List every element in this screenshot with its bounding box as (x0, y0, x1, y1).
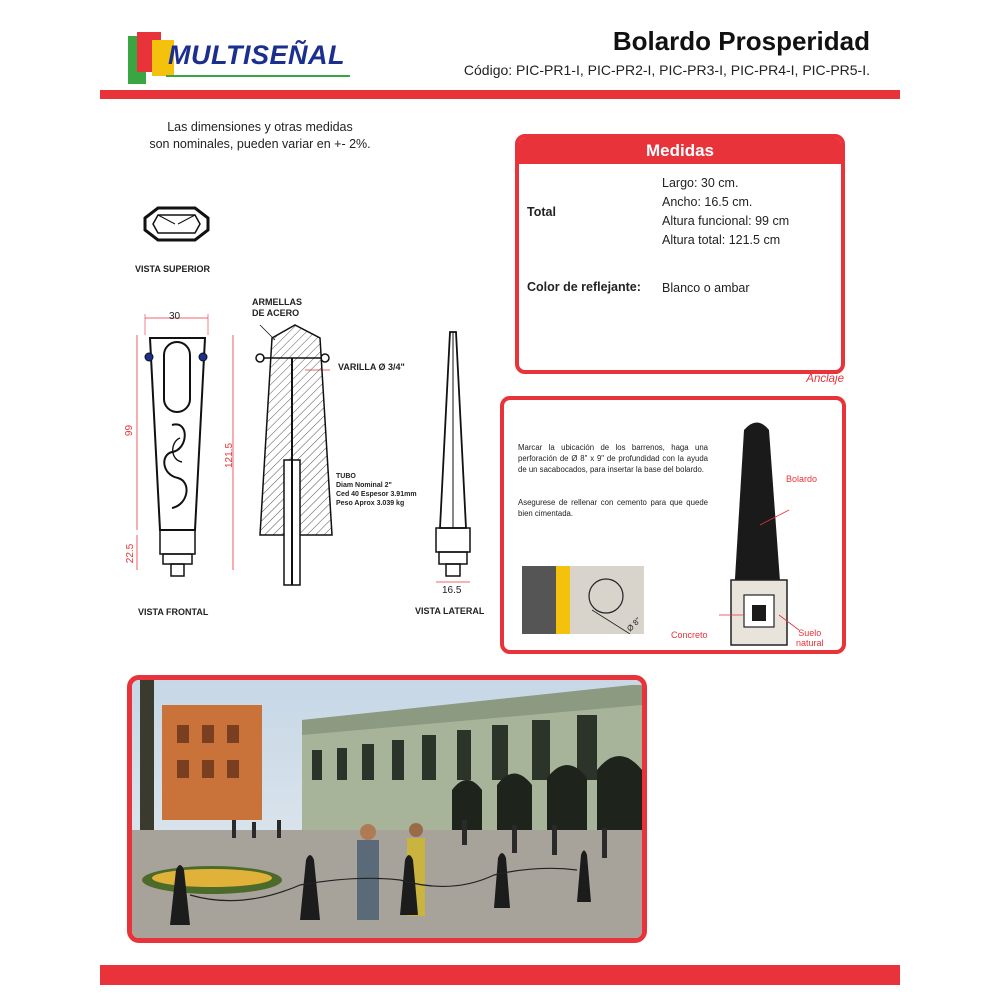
dim-total-height: 121.5 (224, 442, 236, 469)
armellas-label-1: ARMELLAS (252, 297, 302, 307)
header-divider (100, 90, 900, 99)
tolerance-note-line1: Las dimensiones y otras medidas (167, 120, 353, 134)
bollard-anchoring-diagram (719, 415, 839, 650)
total-width: Ancho: 16.5 cm. (662, 195, 753, 209)
anchoring-text-2: Asegurese de rellenar con cemento para que quede bien cimentada. (518, 498, 708, 519)
measurements-heading: Medidas (519, 138, 841, 164)
varilla-label: VARILLA Ø 3/4" (338, 362, 405, 372)
brand-name: MULTISEÑAL (168, 40, 345, 70)
dim-base-height: 22.5 (125, 543, 137, 564)
lateral-view-label: VISTA LATERAL (415, 606, 485, 616)
top-view-drawing (145, 208, 208, 240)
page-title: Bolardo Prosperidad (612, 26, 870, 56)
armellas-label-2: DE ACERO (252, 308, 300, 318)
soil-label-line1: Suelo (798, 628, 822, 638)
section-view-drawing (256, 325, 332, 585)
product-codes: Código: PIC-PR1-I, PIC-PR2-I, PIC-PR3-I, PIC-PR4-I, PIC-PR5-I. (463, 62, 870, 78)
footer-bar (100, 965, 900, 985)
total-height: Altura total: 121.5 cm (662, 233, 781, 247)
dim-functional-height: 99 (124, 424, 136, 437)
tubo-label-1: TUBO (336, 473, 356, 480)
hole-diameter: Ø 8" (625, 615, 643, 634)
drilling-detail-image (522, 566, 644, 634)
measurements-panel (515, 134, 845, 374)
total-values (662, 174, 789, 250)
functional-height: Altura funcional: 99 cm (662, 214, 790, 228)
soil-label (796, 628, 824, 648)
anchoring-panel (500, 396, 846, 654)
tubo-label-2: Diam Nominal 2" (336, 482, 392, 489)
tolerance-note-line2: son nominales, pueden variar en +- 2%. (149, 137, 371, 151)
dim-width: 30 (169, 311, 181, 322)
tubo-label-3: Ced 40 Espesor 3.91mm (336, 491, 417, 498)
lateral-view-drawing (436, 332, 470, 582)
concrete-label: Concreto (671, 630, 708, 640)
installation-photo (127, 675, 647, 943)
reflective-color-label: Color de reflejante: (527, 280, 641, 294)
total-length: Largo: 30 cm. (662, 176, 739, 190)
top-view-label: VISTA SUPERIOR (135, 264, 211, 274)
front-view-drawing (137, 314, 236, 576)
reflective-color-value: Blanco o ambar (662, 281, 750, 295)
soil-label-line2: natural (796, 638, 824, 648)
dim-depth: 16.5 (442, 585, 462, 596)
bollard-label: Bolardo (786, 474, 818, 484)
technical-drawings (100, 190, 500, 630)
tolerance-note (120, 119, 400, 153)
tubo-label-4: Peso Aprox 3.039 kg (336, 500, 405, 507)
front-view-label: VISTA FRONTAL (138, 607, 209, 617)
anchoring-label: Anclaje (806, 373, 844, 385)
total-label: Total (527, 205, 556, 219)
anchoring-text-1: Marcar la ubicación de los barrenos, haga una perforación de Ø 8" x 9" de profundidad con la ayuda de un sacabocados, para insertar la base del bolardo. (518, 443, 708, 475)
